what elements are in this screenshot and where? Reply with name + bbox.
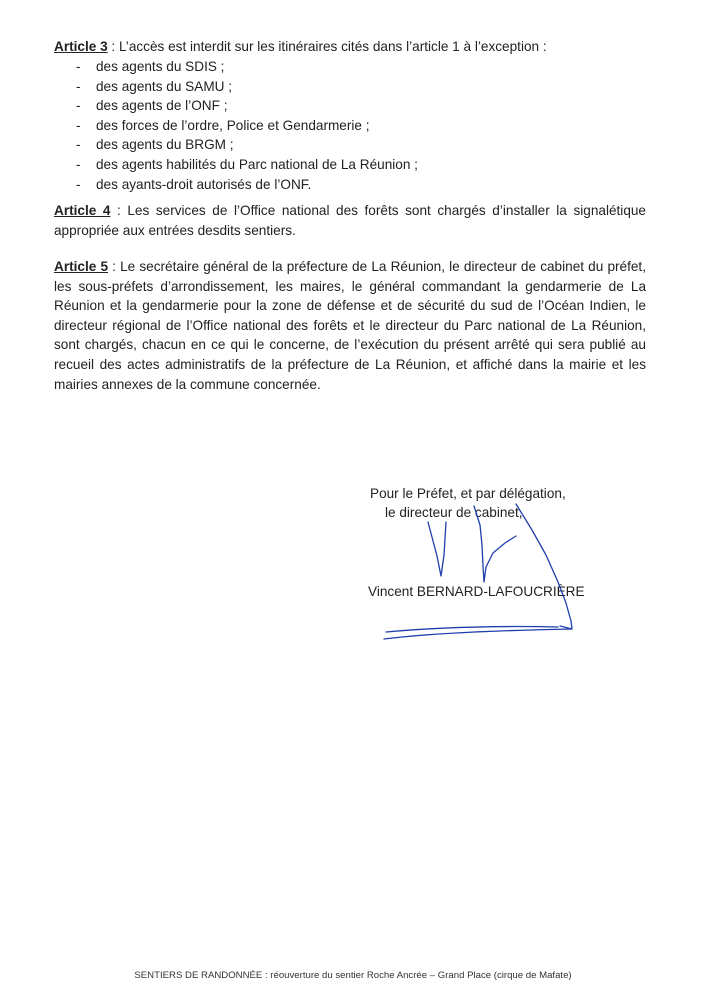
page-footer: SENTIERS DE RANDONNÉE : réouverture du sentier Roche Ancrée – Grand Place (cirque de Mafate)	[134, 970, 572, 981]
signature-stroke	[386, 627, 558, 632]
list-item: - des agents du SAMU ;	[54, 77, 646, 97]
article-3-label: Article 3	[54, 39, 108, 54]
signature-title-line: le directeur de cabinet,	[385, 505, 523, 520]
dash-bullet: -	[76, 59, 81, 74]
article-4-text: : Les services de l’Office national des forêts sont chargés d’installer la signalétique appropriée aux entrées desdits sentiers.	[54, 203, 646, 238]
dash-bullet: -	[76, 156, 81, 172]
list-item: - des agents du BRGM ;	[54, 135, 646, 155]
article-3-exceptions-list	[54, 57, 646, 194]
signature-strokes	[384, 504, 572, 639]
article-3-text: : L’accès est interdit sur les itinéraires cités dans l’article 1 à l’exception :	[107, 39, 547, 54]
signature-stroke	[516, 504, 572, 629]
list-item: - des forces de l’ordre, Police et Gendarmerie ;	[54, 116, 646, 136]
signature-stroke	[384, 629, 572, 639]
list-item: - des ayants-droit autorisés de l’ONF.	[54, 175, 646, 195]
article-5-label: Article 5	[54, 259, 109, 274]
signature-stroke	[428, 522, 446, 576]
article-4-paragraph	[54, 201, 646, 240]
list-item: - des agents habilités du Parc national de La Réunion ;	[54, 155, 646, 175]
article-3-heading	[54, 37, 646, 57]
article-5-paragraph	[54, 257, 646, 394]
article-5-text: : Le secrétaire général de la préfecture de La Réunion, le directeur de cabinet du préfet, les sous-préfets d’arrondissement, les maires, le général commandant la gendarmerie de La Réunion et la gendarmerie pour la zone de défense et de sécurité du sud de l’Océan Indien, le directeur régional de l’Office national des forêts et le directeur du Parc national de La Réunion, sont chargés, chacun en ce qui le concerne, de l’exécution du présent arrêté qui sera publié au recueil des actes administratifs de la préfecture de La Réunion, et affiché dans la mairie et les mairies annexes de la commune concernée.	[54, 259, 646, 392]
dash-bullet: -	[76, 176, 81, 192]
dash-bullet: -	[76, 117, 81, 133]
dash-bullet: -	[76, 98, 81, 114]
article-4-label: Article 4	[54, 203, 111, 218]
dash-bullet: -	[76, 78, 81, 94]
list-item: - des agents de l’ONF ;	[54, 96, 646, 116]
signatory-name: Vincent BERNARD-LAFOUCRIÈRE	[368, 584, 585, 599]
dash-bullet: -	[76, 137, 81, 153]
list-item: - des agents du SDIS ;	[54, 57, 646, 77]
signature-delegation-line: Pour le Préfet, et par délégation,	[370, 486, 566, 501]
